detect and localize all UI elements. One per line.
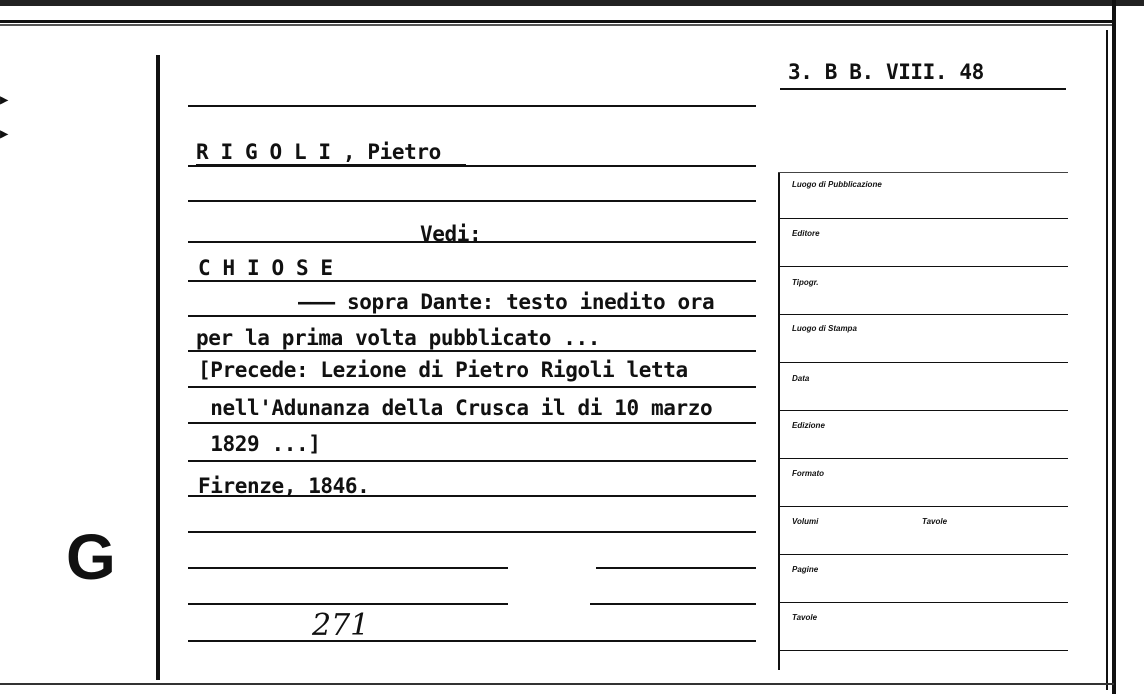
form-field-label: Edizione [792,421,825,430]
title-line: per la prima volta pubblicato ... [196,326,601,350]
form-field-line [780,650,1068,651]
right-border [1112,0,1116,694]
form-field-line [780,602,1068,603]
ruled-line [188,603,508,605]
ruled-line [596,567,756,569]
form-field-label: Pagine [792,565,819,574]
author-heading: R I G O L I , Pietro [196,140,441,164]
bottom-border [0,683,1114,685]
top-border-line [0,20,1114,23]
form-field-line [780,314,1068,315]
note-line: [Precede: Lezione di Pietro Rigoli letta [198,358,688,382]
form-field-label: Luogo di Pubblicazione [792,180,882,189]
form-field-line [780,218,1068,219]
index-letter: G [66,521,116,593]
shelfmark-underline [780,88,1066,90]
form-field-line [780,554,1068,555]
form-field-label: Editore [792,229,820,238]
right-inner-border [1106,30,1108,690]
ruled-line [188,200,756,202]
form-field-label: Formato [792,469,824,478]
ruled-line [188,105,756,107]
form-field-label: Volumi [792,517,819,526]
author-underline [196,164,466,166]
form-field-label: Tavole [792,613,818,622]
form-field-label: Luogo di Stampa [792,324,857,333]
note-line: 1829 ...] [198,432,321,456]
ruled-line [188,350,756,352]
ruled-line [188,386,756,388]
ruled-line [188,640,756,642]
form-field-line [780,266,1068,267]
form-field-label: Tavole [922,517,948,526]
form-field-label: Tipogr. [792,278,819,287]
ruled-line [188,280,756,282]
margin-vertical-line [156,55,160,680]
form-top-border [778,172,1068,173]
handwritten-number: 271 [312,608,370,643]
form-field-line [780,410,1068,411]
ruled-line [188,460,756,462]
top-border [0,0,1144,6]
card-top-edge [0,24,1114,26]
title-line: C H I O S E [198,256,333,280]
form-field-line [780,506,1068,507]
form-field-line [780,362,1068,363]
see-label: Vedi: [420,222,482,246]
note-line: nell'Adunanza della Crusca il di 10 marzo [198,396,713,420]
form-left-border [778,172,780,670]
shelfmark: 3. B B. VIII. 48 [788,60,984,84]
imprint-line: Firenze, 1846. [198,474,370,498]
ruled-line [590,603,756,605]
arrow-icon: ▶ [0,92,9,108]
arrow-icon: ▶ [0,126,9,142]
form-field-line [780,458,1068,459]
ruled-line [188,422,756,424]
ruled-line [188,315,756,317]
ruled-line [188,567,508,569]
title-line: ——— sopra Dante: testo inedito ora [298,290,715,314]
form-field-label: Data [792,374,810,383]
ruled-line [188,531,756,533]
